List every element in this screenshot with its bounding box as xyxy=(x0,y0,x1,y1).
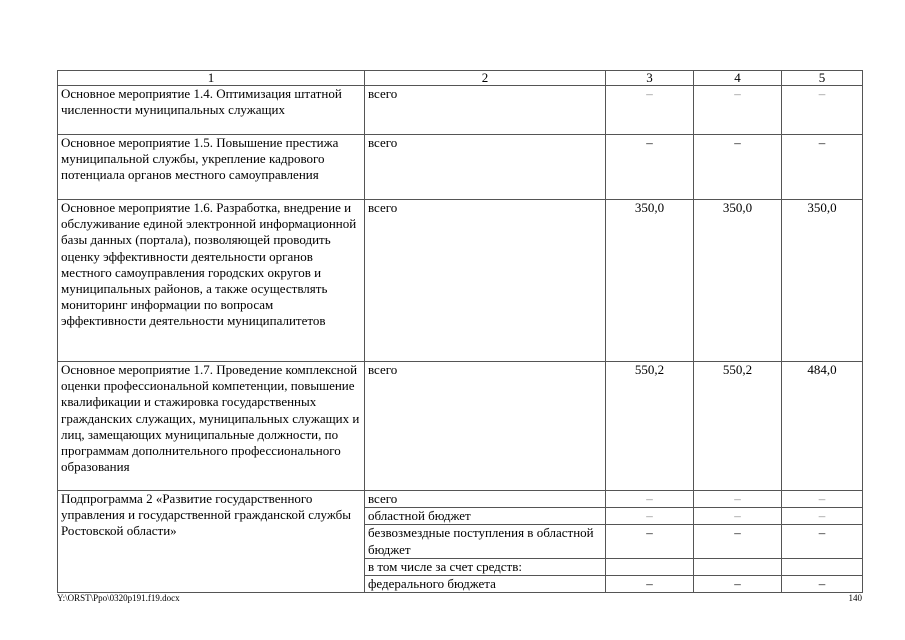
table-row xyxy=(58,362,863,491)
table-row xyxy=(58,200,863,362)
column-number-5: 5 xyxy=(782,71,863,86)
table-row xyxy=(58,491,863,508)
value-cell: – xyxy=(694,576,782,593)
value-cell: 484,0 xyxy=(782,362,863,491)
value-cell: – xyxy=(782,576,863,593)
value-cell: – xyxy=(694,491,782,508)
value-cell: – xyxy=(782,491,863,508)
value-cell: – xyxy=(782,508,863,525)
measure-name-cell: Основное мероприятие 1.7. Проведение комплексной оценки профессиональной компетенции, повышение квалификации и стажировка государственных гражданских служащих, муниципальных служащих и лиц, замещающих муниципальные должности, по программам дополнительного профессионального образования xyxy=(58,362,365,491)
value-cell: 350,0 xyxy=(694,200,782,362)
page-number: 140 xyxy=(848,593,862,603)
table-row xyxy=(58,135,863,200)
column-number-row xyxy=(58,71,863,86)
funding-source-cell: всего xyxy=(365,86,606,135)
column-number-1: 1 xyxy=(58,71,365,86)
table-row xyxy=(58,86,863,135)
funding-source-cell: безвозмездные поступления в областной бюджет xyxy=(365,525,606,558)
value-cell: – xyxy=(694,525,782,558)
value-cell: 350,0 xyxy=(606,200,694,362)
value-cell: – xyxy=(606,508,694,525)
value-cell: 550,2 xyxy=(694,362,782,491)
funding-source-cell: федерального бюджета xyxy=(365,576,606,593)
value-cell: – xyxy=(606,525,694,558)
budget-table xyxy=(57,70,863,593)
column-number-2: 2 xyxy=(365,71,606,86)
funding-source-cell: всего xyxy=(365,135,606,200)
funding-source-cell: всего xyxy=(365,200,606,362)
value-cell xyxy=(694,558,782,575)
column-number-3: 3 xyxy=(606,71,694,86)
value-cell: – xyxy=(694,135,782,200)
measure-name-cell: Основное мероприятие 1.6. Разработка, внедрение и обслуживание единой электронной информационной базы данных (портала), позволяющей проводить оценку эффективности деятельности органов местного самоуправления городских округов и муниципальных районов, а также осуществлять мониторинг информации по вопросам эффективности деятельности муниципалитетов xyxy=(58,200,365,362)
value-cell: – xyxy=(694,86,782,135)
value-cell: 350,0 xyxy=(782,200,863,362)
value-cell: – xyxy=(606,135,694,200)
value-cell xyxy=(782,558,863,575)
funding-source-cell: всего xyxy=(365,491,606,508)
funding-source-cell: всего xyxy=(365,362,606,491)
value-cell: – xyxy=(606,576,694,593)
funding-source-cell: областной бюджет xyxy=(365,508,606,525)
measure-name-cell: Основное мероприятие 1.5. Повышение престижа муниципальной службы, укрепление кадрового потенциала органов местного самоуправления xyxy=(58,135,365,200)
value-cell: 550,2 xyxy=(606,362,694,491)
value-cell: – xyxy=(606,86,694,135)
measure-name-cell: Основное мероприятие 1.4. Оптимизация штатной численности муниципальных служащих xyxy=(58,86,365,135)
value-cell: – xyxy=(782,525,863,558)
funding-source-cell: в том числе за счет средств: xyxy=(365,558,606,575)
value-cell: – xyxy=(782,86,863,135)
document-file-path: Y:\ORST\Ppo\0320p191.f19.docx xyxy=(57,593,180,603)
value-cell: – xyxy=(782,135,863,200)
value-cell: – xyxy=(694,508,782,525)
subprogram-name-cell: Подпрограмма 2 «Развитие государственного управления и государственной гражданской службы Ростовской области» xyxy=(58,491,365,593)
column-number-4: 4 xyxy=(694,71,782,86)
value-cell: – xyxy=(606,491,694,508)
value-cell xyxy=(606,558,694,575)
